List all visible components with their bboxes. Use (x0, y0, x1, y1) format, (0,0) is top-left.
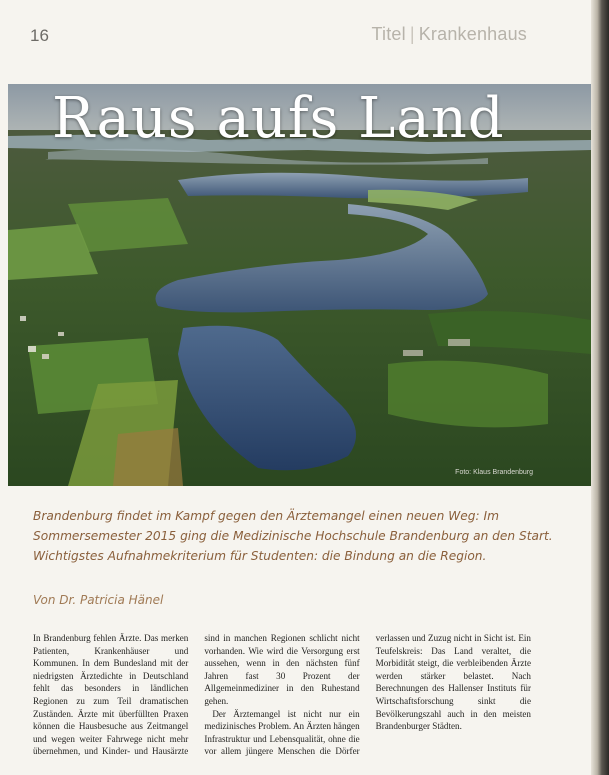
running-head (371, 24, 527, 45)
article-lead: Brandenburg findet im Kampf gegen den Ärztemangel einen neuen Weg: Im Sommersemester 2015 ging die Medizinische Hochschule Brandenburg an den Start. Wichtigstes Aufnahmekriterium für Studenten: die Bindung an die Region. (33, 509, 553, 563)
article-body (33, 632, 531, 775)
article-author: Von Dr. Patricia Hänel (33, 593, 164, 607)
hero-photo (8, 84, 591, 486)
section-label: Titel (371, 24, 406, 44)
page-number: 16 (30, 26, 49, 45)
body-paragraph: Der Ärztemangel ist nicht nur ein medizinisches Problem. An Ärzten hängen Infrastruktur und Lebensqualität, ohne die vor allem jüngere Menschen die Dörfer verlassen und Zuzug nicht in Sicht ist. Ein Teufelskreis: Das Land veraltet, die Morbidität steigt, die verbleibenden Ärzte werden stärker belastet. Nach Berechnungen des Hallenser Instituts für Wirtschaftsforschung sinkt die Bevölkerungszahl auch in den meisten Brandenburger Städten. (204, 633, 531, 757)
article-headline: Raus aufs Land (52, 86, 505, 151)
subsection-label: Krankenhaus (418, 24, 527, 44)
photo-credit: Foto: Klaus Brandenburg (455, 469, 533, 476)
page-binding-edge (591, 0, 609, 775)
section-separator: | (409, 24, 415, 44)
body-paragraph: In Brandenburg fehlen Ärzte. Das merken Patienten, Krankenhäuser und Kommunen. In dem Bundesland mit der niedrigsten Ärztedichte in Deutschland fehlt das besonders in ländlichen Regionen zu zum Teil dramatischen Zuständen. Ärzte mit überfüllten Praxen können die Hausbesuche aus Zeitmangel und wegen weiter Fahrwege nicht mehr übernehmen, und Kinder- und Hausärzte sind in manchen Regionen schlicht nicht vorhanden. Wie wird die Versorgung erst aussehen, wenn in den nächsten fünf Jahren fast 30 Prozent der Allgemeinmediziner in den Ruhestand gehen. (33, 633, 360, 757)
